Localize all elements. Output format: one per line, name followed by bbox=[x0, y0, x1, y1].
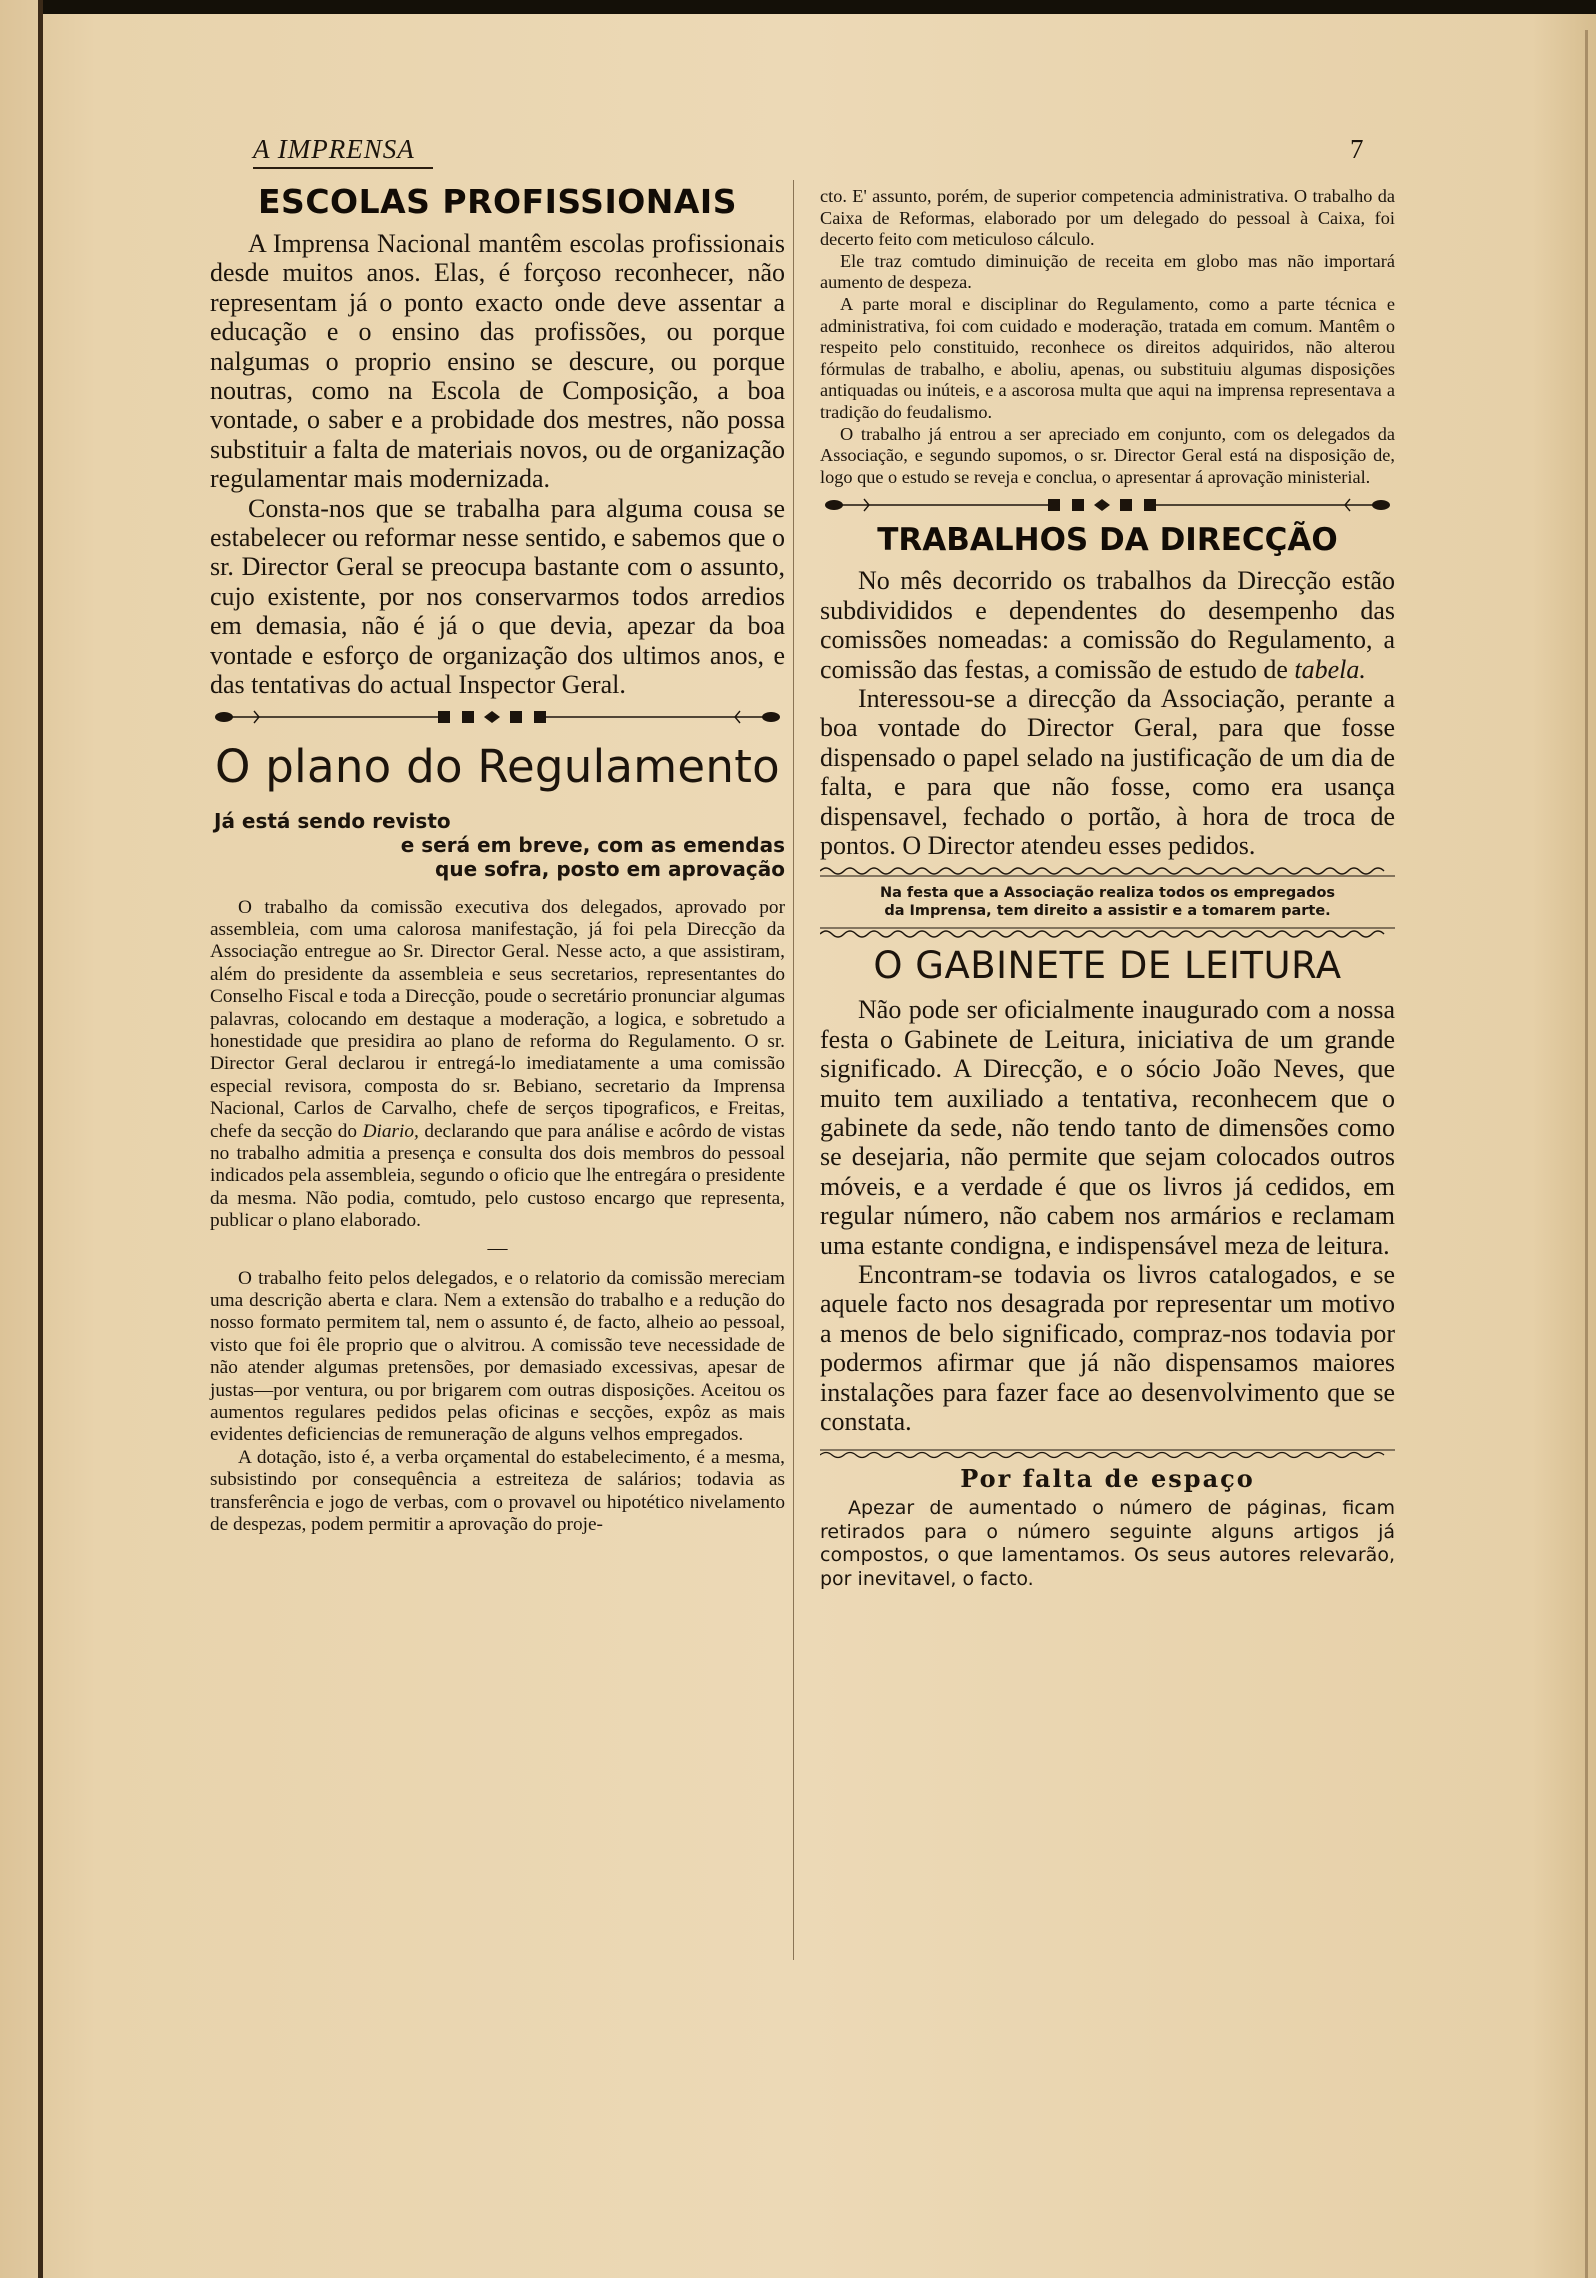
plano-italic-word: Diario, bbox=[362, 1120, 419, 1142]
wavy-rule bbox=[820, 864, 1395, 878]
plano-subtitle: Já está sendo revisto bbox=[214, 808, 451, 833]
trabalhos-paragraph: Interessou-se a direcção da Associação, perante a boa vontade do Director Geral, para que fosse dispensado o papel selado na justificação de um dia de falta, e para que não fosse, como era usança dispensavel, fechado o portão, à hora de troca de pontos. O Director atendeu esses pedidos. bbox=[820, 683, 1395, 860]
plano-body bbox=[210, 897, 785, 1537]
continuation-paragraph: cto. E' assunto, porém, de superior competencia administrativa. O trabalho da Caixa de Reformas, elaborado por um delegado do pessoal à Caixa, foi decerto feito com meticuloso cálculo. bbox=[820, 186, 1395, 250]
plano-paragraph bbox=[210, 897, 785, 1233]
plano-paragraph-text: O trabalho da comissão executiva dos delegados, aprovado por assembleia, com uma calorosa manifestação, já foi pela Direcção da Associação entregue ao Sr. Director Geral. Nesse acto, a que assistiram, além do presidente da assembleia e seus secretarios, representantes do Conselho Fiscal e toda a Direcção, poude o secretário pronunciar algumas palavras, colocando em destaque a moderação, a logica, e sobretudo a honestidade que presidira ao plano de reforma do Regulamento. O sr. Director Geral declarou ir entregá-lo imediatamente a uma comissão especial revisora, composta do sr. Bebiano, secretario da Imprensa Nacional, Carlos de Carvalho, chefe de serços tipograficos, e Freitas, chefe da secção do bbox=[210, 896, 785, 1142]
trabalhos-italic-word: tabela. bbox=[1294, 654, 1366, 684]
plano-paragraph: O trabalho feito pelos delegados, e o relatorio da comissão mereciam uma descrição aberta e clara. Nem a extensão do trabalho e a redução do nosso formato permitem tal, nem o assunto é, de facto, alheio ao pessoal, visto que foi êle proprio que o alvitrou. A comissão teve necessidade de não atender algumas pretensões, por demasiado excessivas, apesar de justas—por ventura, ou por brigarem com outras disposições. Aceitou os aumentos regulares pedidos pelas oficinas e secções, expôz as mais evidentes deficiencias de remuneração de alguns velhos empregados. bbox=[210, 1267, 785, 1446]
gabinete-body bbox=[820, 995, 1395, 1436]
falta-paragraph: Apezar de aumentado o número de páginas, ficam retirados para o número seguinte alguns artigos já compostos, o que lamentamos. Os seus autores relevarão, por inevitavel, o facto. bbox=[820, 1497, 1395, 1590]
column-rule bbox=[793, 180, 794, 1960]
right-column bbox=[820, 186, 1395, 1591]
festa-notice-line: Na festa que a Associação realiza todos os empregados bbox=[879, 885, 1336, 902]
page-number: 7 bbox=[1350, 134, 1364, 164]
ornament-divider bbox=[210, 706, 785, 728]
wavy-rule bbox=[820, 1446, 1395, 1460]
running-title: A IMPRENSA bbox=[253, 134, 433, 169]
falta-body bbox=[820, 1497, 1395, 1591]
gabinete-title: O GABINETE DE LEITURA bbox=[873, 944, 1342, 988]
scan-left-edge bbox=[38, 0, 43, 2278]
scan-top-edge bbox=[40, 0, 1596, 14]
falta-title: Por falta de espaço bbox=[960, 1464, 1255, 1494]
trabalhos-body bbox=[820, 566, 1395, 860]
escolas-title: ESCOLAS PROFISSIONAIS bbox=[258, 182, 737, 221]
plano-paragraph-tail: declarando que para análise e acôrdo de vistas no trabalho admitia a presença e consulta dos dois membros do pessoal indicados pela assembleia, segundo o oficio que lhe entregára o presidente da mesma. Não podia, comtudo, pelo custoso encargo que representa, publicar o plano elaborado. bbox=[210, 1120, 785, 1232]
escolas-paragraph: Consta-nos que se trabalha para alguma cousa se estabelecer ou reformar nesse sentido, e sabemos que o sr. Director Geral se preocupa bastante com o assunto, cujo existente, por nos conservarmos todos arredios em demasia, não é já o que devia, apezar da boa vontade e esforço de organização dos ultimos anos, e das tentativas do actual Inspector Geral. bbox=[210, 493, 785, 700]
plano-title: O plano do Regulamento bbox=[214, 739, 781, 793]
gabinete-paragraph: Encontram-se todavia os livros catalogados, e se aquele facto nos desagrada por representar um motivo a menos de belo significado, compraz-nos todavia por podermos afirmar que já não dispensamos maiores instalações para fazer face ao desenvolvimento que se constata. bbox=[820, 1260, 1395, 1437]
plano-subtitle: que sofra, posto em aprovação bbox=[435, 856, 785, 881]
plano-subtitle: e será em breve, com as emendas bbox=[400, 832, 785, 857]
continuation-paragraph: Ele traz comtudo diminuição de receita em globo mas não importará aumento de despeza. bbox=[820, 250, 1395, 293]
trabalhos-paragraph bbox=[820, 566, 1395, 684]
scan-right-edge bbox=[1585, 30, 1588, 2278]
festa-notice-line: da Imprensa, tem direito a assistir e a tomarem parte. bbox=[884, 903, 1331, 920]
trabalhos-paragraph-text: No mês decorrido os trabalhos da Direcção estão subdivididos e dependentes do desempenho das comissões nomeadas: a comissão do Regulamento, a comissão das festas, a comissão de estudo de bbox=[820, 566, 1395, 684]
left-column bbox=[210, 182, 785, 1536]
continuation-paragraph: O trabalho já entrou a ser apreciado em conjunto, com os delegados da Associação, e segundo supomos, o sr. Director Geral está na disposição de, logo que o estudo se reveja e conclua, o apresentar á aprovação ministerial. bbox=[820, 423, 1395, 487]
festa-notice bbox=[820, 884, 1395, 920]
wavy-rule bbox=[820, 926, 1395, 940]
escolas-paragraph: A Imprensa Nacional mantêm escolas profissionais desde muitos anos. Elas, é forçoso reconhecer, não representam já o ponto exacto onde deve assentar a educação e o ensino das profissões, ou porque nalgumas o proprio ensino se descure, ou porque noutras, como na Escola de Composição, a boa vontade, o saber e a probidade dos mestres, não possa substituir a falta de materiais novos, ou de organização regulamentar mais modernizada. bbox=[210, 229, 785, 494]
section-dash: — bbox=[487, 1236, 508, 1259]
gabinete-paragraph: Não pode ser oficialmente inaugurado com a nossa festa o Gabinete de Leitura, iniciativa de um grande significado. A Direcção, e o sócio João Neves, que muito tem auxiliado a tentativa, reconhecem que o gabinete da sede, não tendo tanto de dimensões como se desejaria, não permite que sejam colocados outros móveis, e a verdade é que os livros já cedidos, em regular número, não cabem nos armários e reclamam uma estante condigna, e indispensável meza de leitura. bbox=[820, 995, 1395, 1260]
continuation-paragraph: A parte moral e disciplinar do Regulamento, como a parte técnica e administrativa, foi com cuidado e moderação, tratada em comum. Mantêm o respeito pelo constituido, reconhece os direitos adquiridos, não alterou fórmulas de trabalho, e aboliu, apenas, ou substituiu algumas disposições antiquadas ou inúteis, e a ascorosa multa que aqui na imprensa representava a tradição do feudalismo. bbox=[820, 293, 1395, 422]
escolas-body bbox=[210, 229, 785, 700]
continuation-body bbox=[820, 186, 1395, 488]
trabalhos-title: TRABALHOS DA DIRECÇÃO bbox=[877, 522, 1338, 559]
plano-paragraph: A dotação, isto é, a verba orçamental do estabelecimento, é a mesma, subsistindo por consequência a estreiteza de salários; todavia as transferência e jogo de verbas, com o provavel ou hipotético nivelamento de despezas, podem permitir a aprovação do proje- bbox=[210, 1446, 785, 1536]
ornament-divider bbox=[820, 494, 1395, 516]
